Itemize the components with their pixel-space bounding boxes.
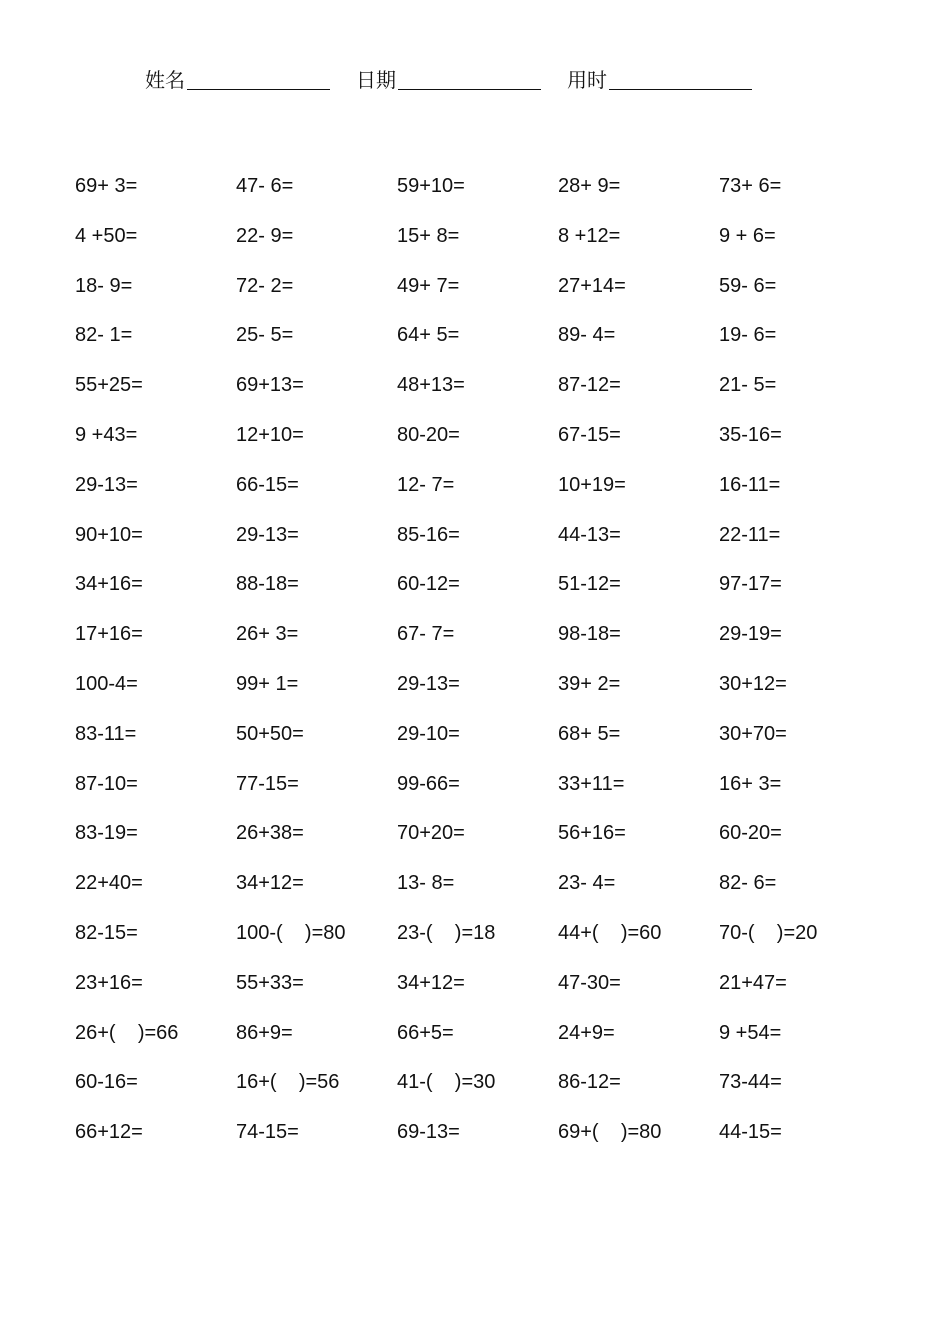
math-problem: 23- 4= (558, 872, 616, 895)
math-problem: 60-16= (75, 1071, 138, 1094)
math-problem: 74-15= (236, 1121, 299, 1144)
math-problem: 98-18= (558, 623, 621, 646)
math-problem: 44-13= (558, 523, 621, 546)
worksheet-header (145, 64, 778, 93)
math-problem: 77-15= (236, 772, 299, 795)
math-problem: 26+ 3= (236, 623, 299, 646)
date-label: 日期 (356, 68, 396, 92)
math-problem: 66-15= (236, 473, 299, 496)
math-problem: 82- 6= (719, 872, 777, 895)
math-problem: 86-12= (558, 1071, 621, 1094)
math-problem: 100-4= (75, 672, 138, 695)
math-problem: 19- 6= (719, 324, 777, 347)
math-problem: 34+12= (236, 872, 304, 895)
math-problem: 49+ 7= (397, 274, 460, 297)
math-problem: 100-( )=80 (236, 921, 346, 944)
math-problem: 99-66= (397, 772, 460, 795)
math-problem: 8 +12= (558, 224, 621, 247)
math-problem: 28+ 9= (558, 175, 621, 197)
math-problem: 9 + 6= (719, 224, 776, 247)
math-problem: 50+50= (236, 722, 304, 745)
math-problem: 69+ 3= (75, 175, 138, 197)
math-problem: 69+( )=80 (558, 1121, 662, 1144)
math-problem: 59- 6= (719, 274, 777, 297)
math-problem: 47- 6= (236, 175, 294, 197)
math-problem: 15+ 8= (397, 224, 460, 247)
math-problem: 83-19= (75, 822, 138, 845)
math-problem: 48+13= (397, 374, 465, 397)
math-problem: 21+47= (719, 971, 787, 994)
math-problem: 23+16= (75, 971, 143, 994)
math-problem: 60-12= (397, 573, 460, 596)
math-problem: 16-11= (719, 473, 781, 496)
math-problem: 41-( )=30 (397, 1071, 496, 1094)
math-problem: 44-15= (719, 1121, 782, 1144)
math-problem: 80-20= (397, 423, 460, 446)
math-problem: 23-( )=18 (397, 921, 496, 944)
math-problem: 47-30= (558, 971, 621, 994)
math-problem: 99+ 1= (236, 672, 299, 695)
math-problem: 88-18= (236, 573, 299, 596)
math-problem: 12+10= (236, 423, 304, 446)
math-problem: 16+ 3= (719, 772, 782, 795)
math-problem: 67- 7= (397, 623, 455, 646)
name-blank[interactable] (187, 88, 330, 90)
math-problem: 85-16= (397, 523, 460, 546)
math-problem: 56+16= (558, 822, 626, 845)
math-problem: 33+11= (558, 772, 625, 795)
math-problem: 60-20= (719, 822, 782, 845)
math-problem: 21- 5= (719, 374, 777, 397)
time-field (567, 64, 752, 93)
math-problem: 72- 2= (236, 274, 294, 297)
math-problem: 67-15= (558, 423, 621, 446)
math-problem: 55+33= (236, 971, 304, 994)
time-label: 用时 (567, 68, 607, 92)
math-problem: 34+12= (397, 971, 465, 994)
math-problem: 12- 7= (397, 473, 455, 496)
math-problem: 69+13= (236, 374, 304, 397)
math-problem: 68+ 5= (558, 722, 621, 745)
math-problem: 73-44= (719, 1071, 782, 1094)
math-problem: 82-15= (75, 921, 138, 944)
math-problem: 24+9= (558, 1021, 615, 1044)
math-problem: 22+40= (75, 872, 143, 895)
name-field (145, 64, 330, 93)
math-problem: 66+12= (75, 1121, 143, 1144)
math-problem: 97-17= (719, 573, 782, 596)
math-problem: 29-19= (719, 623, 782, 646)
math-problem: 26+38= (236, 822, 304, 845)
math-problem: 29-13= (236, 523, 299, 546)
math-problem: 55+25= (75, 374, 143, 397)
math-problem: 70-( )=20 (719, 921, 818, 944)
math-problem: 66+5= (397, 1021, 454, 1044)
math-problem: 4 +50= (75, 224, 138, 247)
math-problem: 25- 5= (236, 324, 294, 347)
math-problem: 86+9= (236, 1021, 293, 1044)
math-problem: 22-11= (719, 523, 781, 546)
math-problem: 27+14= (558, 274, 626, 297)
math-problem: 26+( )=66 (75, 1021, 179, 1044)
math-problem: 29-10= (397, 722, 460, 745)
math-problem: 18- 9= (75, 274, 133, 297)
math-problem: 9 +43= (75, 423, 138, 446)
math-problem: 29-13= (397, 672, 460, 695)
math-problem: 39+ 2= (558, 672, 621, 695)
math-problem: 64+ 5= (397, 324, 460, 347)
math-problem: 87-10= (75, 772, 138, 795)
math-problem: 22- 9= (236, 224, 294, 247)
math-problem: 82- 1= (75, 324, 133, 347)
math-problem: 29-13= (75, 473, 138, 496)
math-problem: 17+16= (75, 623, 143, 646)
date-field (356, 64, 541, 93)
math-problem: 30+12= (719, 672, 787, 695)
math-problem: 70+20= (397, 822, 465, 845)
math-problem: 89- 4= (558, 324, 616, 347)
date-blank[interactable] (398, 88, 541, 90)
math-problem: 30+70= (719, 722, 787, 745)
time-blank[interactable] (609, 88, 752, 90)
math-problem: 16+( )=56 (236, 1071, 340, 1094)
math-problem: 83-11= (75, 722, 137, 745)
math-problem: 10+19= (558, 473, 626, 496)
math-problem: 87-12= (558, 374, 621, 397)
math-problem: 44+( )=60 (558, 921, 662, 944)
math-problem: 13- 8= (397, 872, 455, 895)
math-problem: 59+10= (397, 175, 465, 197)
math-problem: 51-12= (558, 573, 621, 596)
math-problem: 9 +54= (719, 1021, 782, 1044)
name-label: 姓名 (145, 68, 185, 92)
math-problem: 69-13= (397, 1121, 460, 1144)
math-problem: 35-16= (719, 423, 782, 446)
math-problem: 90+10= (75, 523, 143, 546)
math-problem: 34+16= (75, 573, 143, 596)
math-problem: 73+ 6= (719, 175, 782, 197)
problem-grid (75, 172, 880, 1168)
